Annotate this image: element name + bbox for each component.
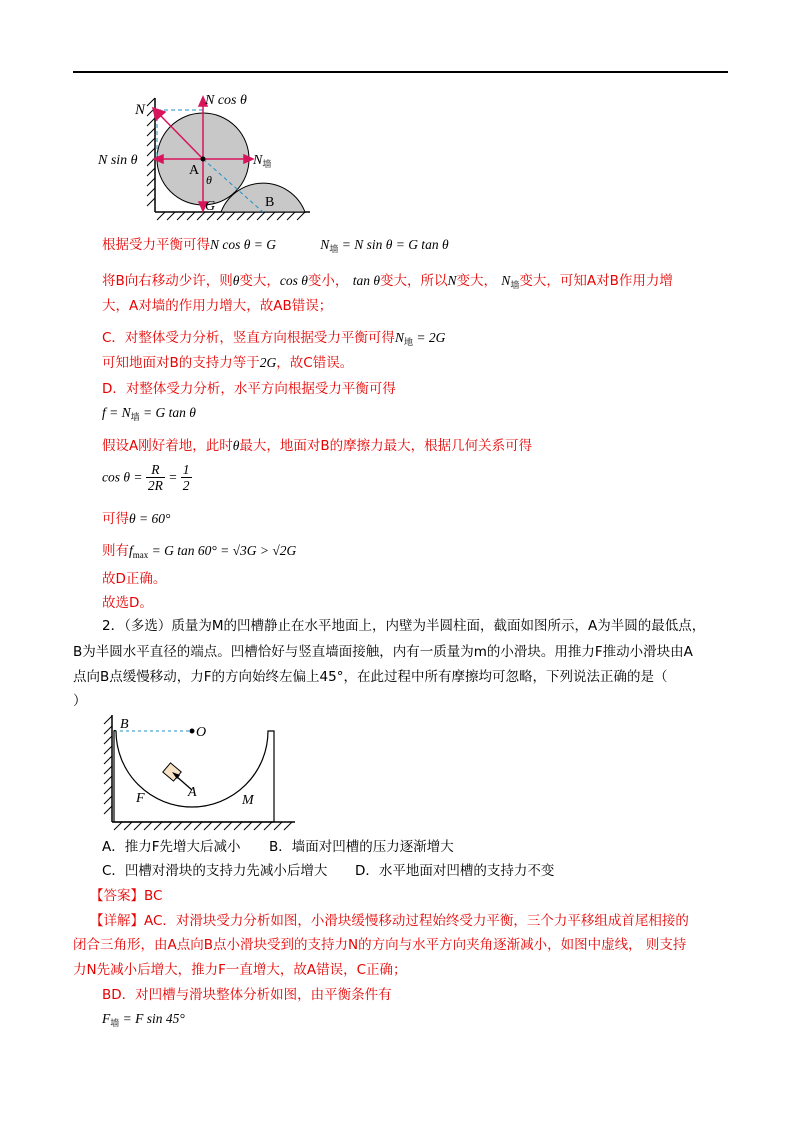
- line-7: $f = N_墙 = G$ tan θ: [102, 405, 196, 422]
- q2-line-4: ）: [73, 693, 87, 709]
- fig1-label-theta: θ: [206, 173, 212, 187]
- line-13: 故选D。: [102, 595, 153, 611]
- figure-groove: [100, 712, 300, 834]
- option-a: A．推力F先增大后减小: [102, 839, 241, 855]
- line-9: cos θ = $\frac{R}{2R}$ = $\frac{1}{2}$: [102, 462, 190, 493]
- detail-line-3: 力N先减小后增大，推力F一直增大，故A错误，C正确；: [73, 962, 407, 978]
- fig2-label-B: B: [120, 717, 129, 732]
- line-6: D．对整体受力分析，水平方向根据受力平衡可得: [102, 381, 396, 397]
- detail-line-2: 闭合三角形，由A点向B点小滑块受到的支持力N的方向与水平方向夹角逐渐减小，如图中虚线， 则支持: [73, 937, 687, 953]
- answer: 【答案】BC: [90, 888, 163, 904]
- option-c: C．凹槽对滑块的支持力先减小后增大: [102, 863, 328, 879]
- fig1-label-Ncos: N cos θ: [205, 93, 247, 108]
- line-11: 则有$f_{max} = G$ tan 60° = √3G > √2G: [102, 543, 297, 560]
- fig1-label-Nsin: N sin θ: [98, 153, 138, 168]
- line-1: [102, 236, 449, 255]
- line-8: 假设A刚好着地，此时θ最大，地面对B的摩擦力最大，根据几何关系可得: [102, 438, 533, 454]
- option-d: D．水平地面对凹槽的支持力不变: [355, 863, 555, 879]
- q2-line-2: B为半圆水平直径的端点。凹槽恰好与竖直墙面接触，内有一质量为m的小滑块。用推力F推动小滑块由A: [73, 644, 693, 660]
- fig2-label-F: F: [136, 791, 145, 806]
- fig1-label-Nwall: $N_墙$: [253, 153, 272, 169]
- fig1-label-B: B: [265, 195, 275, 210]
- line-12: 故D正确。: [102, 571, 167, 587]
- detail-line-5: $F_墙 = F$ sin 45°: [102, 1011, 185, 1028]
- line-5: 可知地面对B的支持力等于2G，故C错误。: [102, 355, 354, 371]
- q2-line-1: 2．（多选）质量为M的凹槽静止在水平地面上，内壁为半圆柱面，截面如图所示，A为半圆的最低点，: [102, 618, 706, 634]
- fig2-label-M: M: [242, 793, 254, 808]
- fig2-label-A: A: [188, 785, 197, 800]
- eq-ncos-g: N cos θ = G: [210, 237, 276, 252]
- line-10: 可得θ = 60°: [102, 511, 171, 527]
- header-rule: [73, 71, 728, 73]
- line-4: C．对整体受力分析，竖直方向根据受力平衡可得$N_地 = 2G$: [102, 330, 446, 347]
- line-2: 将B向右移动少许，则θ变大，cos θ变小， tan θ变大，所以N变大， $N_墙$变大，可知A对B作用力增: [102, 273, 673, 290]
- q2-line-3: 点向B点缓慢移动，力F的方向始终左偏上45°，在此过程中所有摩擦均可忽略，下列说法正确的是（: [73, 669, 668, 685]
- line-1-text: 根据受力平衡可得: [102, 237, 210, 253]
- eq-nwall: $N_墙 = N$ sin θ = G tan θ: [320, 237, 449, 254]
- fig1-label-G: G: [205, 199, 216, 214]
- fig1-label-A: A: [189, 163, 200, 178]
- option-b: B．墙面对凹槽的压力逐渐增大: [269, 839, 454, 855]
- fig2-label-O: O: [196, 725, 207, 740]
- detail-line-1: 【详解】AC．对滑块受力分析如图，小滑块缓慢移动过程始终受力平衡，三个力平移组成首尾相接的: [90, 913, 689, 929]
- fig1-label-N: N: [135, 102, 146, 118]
- figure-force-diagram-ball: [95, 88, 320, 223]
- detail-line-4: BD．对凹槽与滑块整体分析如图，由平衡条件有: [102, 987, 392, 1003]
- line-3: 大，A对墙的作用力增大，故AB错误；: [102, 298, 333, 314]
